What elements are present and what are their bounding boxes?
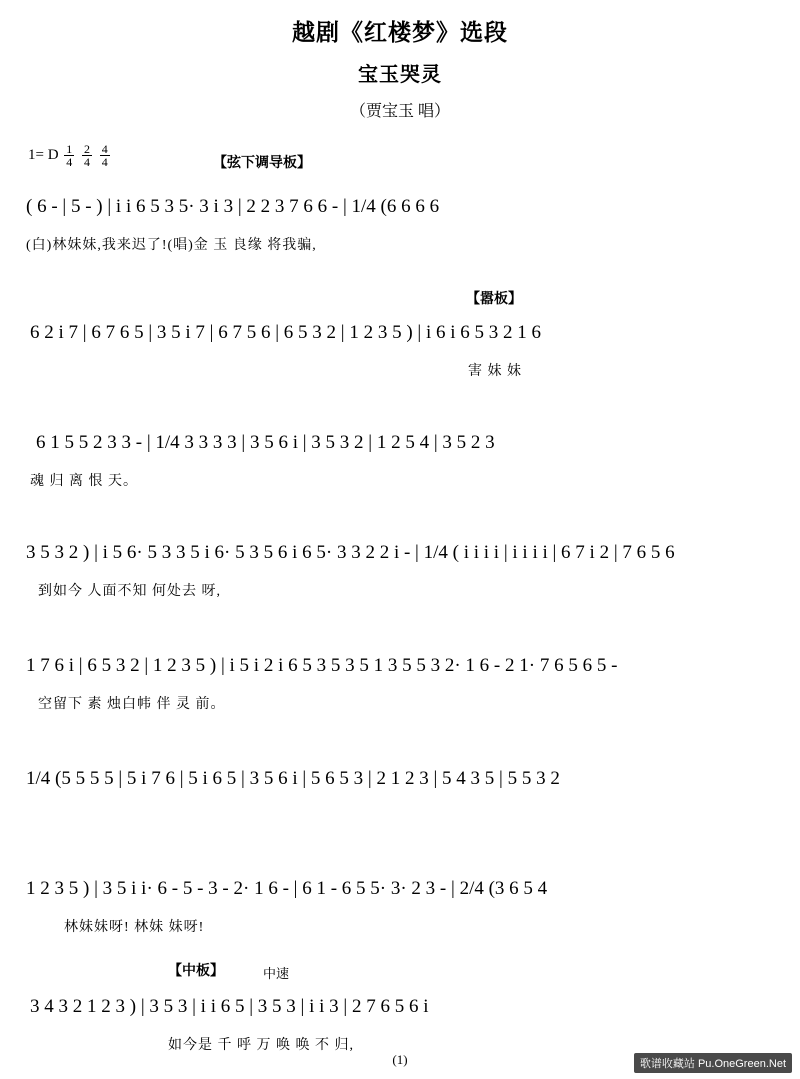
notation-line: 1 7 6 i | 6 5 3 2 | 1 2 3 5 ) | i 5 i 2 i 6 5 3 5 3 5 1 3 5 5 3 2· 1 6 - 2 1· 7 6 5 6 5 -	[26, 655, 618, 676]
key-label: 1= D	[28, 146, 59, 163]
lyric-line: 如今是 千 呼 万 唤 唤 不 归,	[168, 1038, 354, 1053]
meter-1: $\frac{1}{4}$	[66, 142, 73, 169]
page-title: 越剧《红楼梦》选段	[292, 20, 508, 45]
byline: （贾宝玉 唱）	[349, 103, 450, 120]
notation-line: 1/4 (5 5 5 5 | 5 i 7 6 | 5 i 6 5 | 3 5 6 i | 5 6 5 3 | 2 1 2 3 | 5 4 3 5 | 5 5 3 2	[26, 768, 560, 789]
lyric-line: 魂 归 离 恨 天。	[30, 474, 138, 489]
page-number: (1)	[392, 1052, 408, 1067]
notation-line: ( 6 - | 5 - ) | i i 6 5 3 5· 3 i 3 | 2 2 3 7 6 6 - | 1/4 (6 6 6 6	[26, 196, 440, 217]
marker-xianxiadiao-daoban: 【弦下调导板】	[213, 156, 311, 171]
lyric-line: (白)林妹妹,我来迟了!(唱)金 玉 良缘 将我骗,	[26, 238, 317, 253]
meter-2: $\frac{2}{4}$	[84, 142, 91, 169]
marker-xiaoban: 【嚣板】	[466, 292, 522, 307]
key-signature	[28, 143, 112, 168]
meter-3: $\frac{4}{4}$	[101, 142, 108, 169]
notation-line: 6 1 5 5 2 3 3 - | 1/4 3 3 3 3 | 3 5 6 i | 3 5 3 2 | 1 2 5 4 | 3 5 2 3	[36, 432, 495, 453]
notation-line: 6 2 i 7 | 6 7 6 5 | 3 5 i 7 | 6 7 5 6 | 6 5 3 2 | 1 2 3 5 ) | i 6 i 6 5 3 2 1 6	[30, 322, 542, 343]
marker-zhongban: 【中板】	[168, 964, 224, 979]
notation-line: 1 2 3 5 ) | 3 5 i i· 6 - 5 - 3 - 2· 1 6 - | 6 1 - 6 5 5· 3· 2 3 - | 2/4 (3 6 5 4	[26, 878, 548, 899]
song-subtitle: 宝玉哭灵	[358, 64, 442, 86]
lyric-line: 害 妹 妹	[468, 364, 522, 379]
lyric-line: 林妹妹呀! 林妹 妹呀!	[64, 920, 205, 935]
lyric-line: 到如今 人面不知 何处去 呀,	[38, 584, 221, 599]
tempo-label: 中速	[263, 966, 290, 981]
notation-line: 3 5 3 2 ) | i 5 6· 5 3 3 5 i 6· 5 3 5 6 i 6 5· 3 3 2 2 i - | 1/4 ( i i i i | i i i i | 6 7 i 2 | 7 6 5 6	[26, 542, 675, 563]
notation-line: 3 4 3 2 1 2 3 ) | 3 5 3 | i i 6 5 | 3 5 3 | i i 3 | 2 7 6 5 6 i	[30, 996, 429, 1017]
lyric-line: 空留下 素 烛白帏 伴 灵 前。	[38, 697, 226, 712]
site-credit: 歌谱收藏站 Pu.OneGreen.Net	[634, 1053, 792, 1073]
